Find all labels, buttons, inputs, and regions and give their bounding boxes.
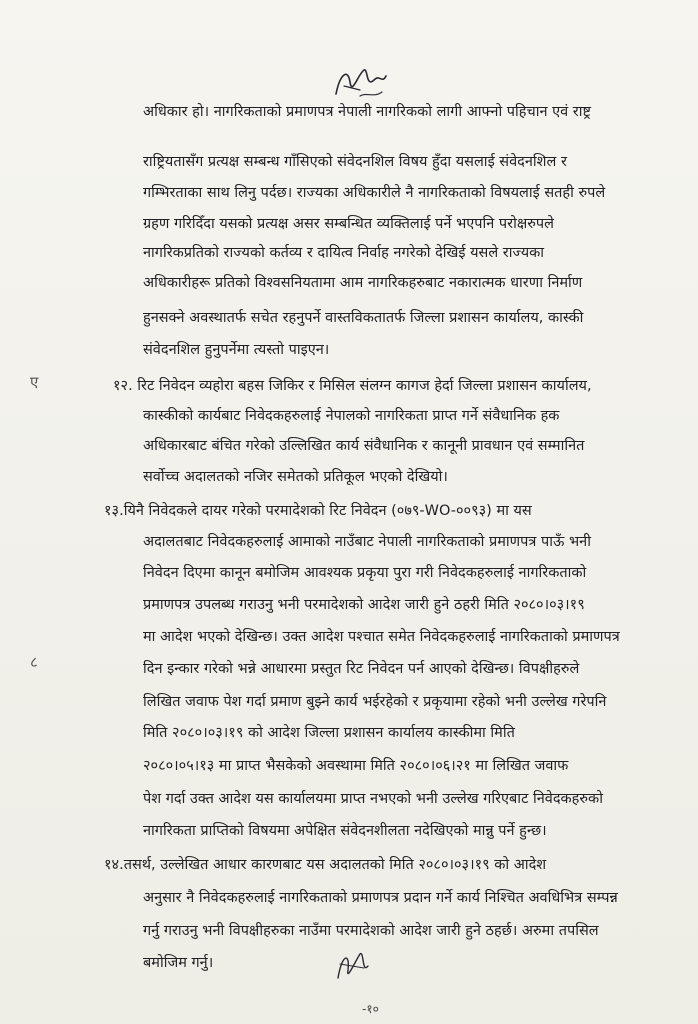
text-line: अधिकारीहरू प्रतिको विश्वसनियतामा आम नागरिकहरुबाट नकारात्मक धारणा निर्माण <box>143 275 583 291</box>
text-line: अनुसार नै निवेदकहरुलाई नागरिकताको प्रमाणपत्र प्रदान गर्ने कार्य निश्चित अवधिभित्र सम्पन्न <box>143 890 618 906</box>
text-line: गम्भिरताका साथ लिनु पर्दछ। राज्यका अधिकारीले नै नागरिकताको विषयलाई सतही रुपले <box>143 185 606 201</box>
text-line: संवेदनशिल हुनुपर्नेमा त्यस्तो पाइएन। <box>143 342 330 358</box>
text-line: ग्रहण गरिदिँदा यसको प्रत्यक्ष असर सम्बन्धित व्यक्तिलाई पर्ने भएपनि परोक्षरुपले <box>143 216 554 232</box>
text-line: नागरिकप्रतिको राज्यको कर्तव्य र दायित्व निर्वाह नगरेको देखिई यसले राज्यका <box>143 245 545 261</box>
text-line: दिन इन्कार गरेको भन्ने आधारमा प्रस्तुत रिट निवेदन पर्न आएको देखिन्छ। विपक्षीहरुले <box>143 661 580 677</box>
text-line: १४.तसर्थ, उल्लेखित आधार कारणबाट यस अदालतको मिति २०८०।०३।१९ को आदेश <box>104 857 547 873</box>
signature-bottom <box>330 944 374 988</box>
margin-mark-2: ८ <box>30 653 38 671</box>
text-line: मा आदेश भएको देखिन्छ। उक्त आदेश पश्चात समेत निवेदकहरुलाई नागरिकताको प्रमाणपत्र <box>143 629 620 645</box>
text-line: मिति २०८०।०३।१९ को आदेश जिल्ला प्रशासन कार्यालय कास्कीमा मिति <box>143 725 515 741</box>
signature-top <box>330 62 390 104</box>
text-line: २०८०।०५।१३ मा प्राप्त भैसकेको अवस्थामा मिति २०८०।०६।२१ मा लिखित जवाफ <box>143 758 569 774</box>
text-line: राष्ट्रियतासँग प्रत्यक्ष सम्बन्ध गाँसिएको संवेदनशिल विषय हुँदा यसलाई संवेदनशिल र <box>143 154 567 170</box>
page-number: -१० <box>362 1002 379 1016</box>
text-line: पेश गर्दा उक्त आदेश यस कार्यालयमा प्राप्त नभएको भनी उल्लेख गरिएबाट निवेदकहरुको <box>143 791 603 807</box>
text-line: बमोजिम गर्नु। <box>143 955 214 971</box>
text-line: निवेदन दिएमा कानून बमोजिम आवश्यक प्रकृया पुरा गरी निवेदकहरुलाई नागरिकताको <box>143 565 587 581</box>
text-line: हुनसक्ने अवस्थातर्फ सचेत रहनुपर्ने वास्तविकतातर्फ जिल्ला प्रशासन कार्यालय, कास्की <box>143 310 584 326</box>
text-line: गर्नु गराउनु भनी विपक्षीहरुका नाउँमा परमादेशको आदेश जारी हुने ठहर्छ। अरुमा तपसिल <box>143 923 599 939</box>
text-line: प्रमाणपत्र उपलब्ध गराउनु भनी परमादेशको आदेश जारी हुने ठहरी मिति २०८०।०३।१९ <box>143 597 585 613</box>
text-line: सर्वोच्च अदालतको नजिर समेतको प्रतिकूल भएको देखियो। <box>143 469 448 485</box>
text-line: कास्कीको कार्यबाट निवेदकहरुलाई नेपालको नागरिकता प्राप्त गर्ने संवैधानिक हक <box>143 408 560 424</box>
text-line: नागरिकता प्राप्तिको विषयमा अपेक्षित संवेदनशीलता नदेखिएको मान्नु पर्ने हुन्छ। <box>143 823 547 839</box>
margin-mark-1: ए <box>30 373 39 391</box>
text-line: अधिकारबाट बंचित गरेको उल्लिखित कार्य संवैधानिक र कानूनी प्रावधान एवं सम्मानित <box>143 438 585 454</box>
text-line: १३.यिनै निवेदकले दायर गरेको परमादेशको रिट निवेदन (०७९-WO-००९३) मा यस <box>104 503 532 519</box>
text-line: अधिकार हो। नागरिकताको प्रमाणपत्र नेपाली नागरिकको लागी आफ्नो पहिचान एवं राष्ट्र <box>143 104 591 120</box>
text-line: १२. रिट निवेदन व्यहोरा बहस जिकिर र मिसिल संलग्न कागज हेर्दा जिल्ला प्रशासन कार्यालय, <box>113 378 592 394</box>
text-line: अदालतबाट निवेदकहरुलाई आमाको नाउँबाट नेपाली नागरिकताको प्रमाणपत्र पाऊँ भनी <box>143 534 591 550</box>
text-line: लिखित जवाफ पेश गर्दा प्रमाण बुझ्ने कार्य भईरहेको र प्रकृयामा रहेको भनी उल्लेख गरेपनि <box>143 694 607 710</box>
